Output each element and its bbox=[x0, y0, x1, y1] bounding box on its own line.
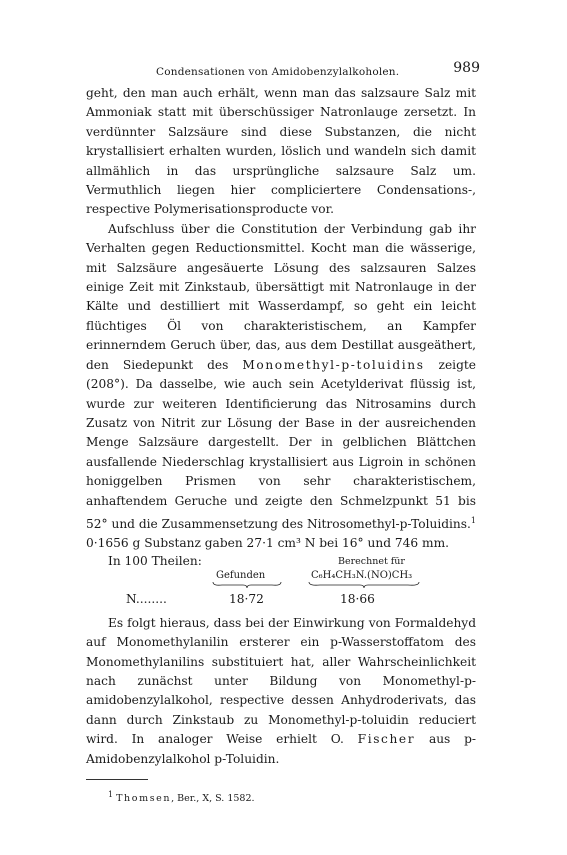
paragraph-2-text-c: zeigte (208°). Da dasselbe, wie auch sein Acetylderivat flüssig ist, wurde zur weiteren Identificierung das Nitrosamins durch Zusatz von Nitrit zur Lösung der Base in der ausreichenden Menge Salzsäure dargestellt. Der in gelblichen Blättchen ausfallende Niederschlag krystallisiert aus Ligroin in schönen honiggelben Prismen von sehr charakteristischem, anhaftendem Geruche und zeigte den Schmelzpunkt 51 bis 52° und die Zusammensetzung des Nitrosomethyl-p-Toluidins. bbox=[86, 357, 476, 531]
analysis-table bbox=[86, 554, 476, 614]
analysis-label: In 100 Theilen: bbox=[108, 553, 202, 568]
found-header: Gefunden bbox=[216, 569, 266, 581]
footnote-rule bbox=[86, 779, 148, 780]
page bbox=[86, 60, 480, 813]
paragraph-3 bbox=[86, 614, 476, 769]
brace-calculated bbox=[308, 582, 420, 588]
calculated-header: Berechnet für bbox=[338, 555, 405, 567]
author-name: Fischer bbox=[357, 732, 416, 747]
compound-name: Monomethyl-p-toluidins bbox=[242, 357, 425, 372]
element-label: N........ bbox=[126, 591, 167, 606]
paragraph-1: geht, den man auch erhält, wenn man das salzsaure Salz mit Ammoniak statt mit überschüssiger Natronlauge zersetzt. In verdünnter Salzsäure sind diese Substanzen, die nicht krystallisiert erhalten wurden, löslich und wandeln sich damit allmählich in das ursprüngliche salzsaure Salz um. Vermuthlich liegen hier compliciertere Condensations-, respective Polymerisationsproducte vor. bbox=[86, 86, 476, 217]
paragraph-3-text-a: Es folgt hieraus, dass bei der Einwirkung von Formaldehyd auf Monomethylanilin ersterer ein p-Wasserstoffatom des Monomethylanilins substituiert hat, aller Wahrscheinlichkeit nach zunächst unter Bildung von Monomethyl-p-amidobenzylalkohol, respective dessen Anhydroderivats, das dann durch Zinkstaub zu Monomethyl-p-toluidin reduciert wird. In analoger Weise erhielt O. bbox=[86, 615, 476, 747]
calculated-value: 18·66 bbox=[340, 591, 375, 606]
measurement-line: 0·1656 g Substanz gaben 27·1 cm³ N bei 16° und 746 mm. bbox=[86, 536, 450, 551]
brace-found bbox=[212, 582, 282, 588]
page-number: 989 bbox=[453, 60, 480, 76]
footnote-ref: 1 bbox=[470, 515, 477, 525]
footnote-reference: , Ber., X, S. 1582. bbox=[171, 792, 255, 804]
formula: C₆H₄CH₃N.(NO)CH₃ bbox=[311, 569, 413, 581]
paragraph-3-text-c: aus p-Amidobenzylalkohol p-Toluidin. bbox=[86, 732, 477, 766]
footnote-number: 1 bbox=[108, 789, 114, 799]
running-header bbox=[86, 60, 480, 84]
running-title: Condensationen von Amidobenzylalkoholen. bbox=[156, 66, 400, 78]
footnote-author: Thomsen bbox=[116, 792, 172, 804]
paragraph-2-text-a: Aufschluss über die Constitution der Verbindung gab ihr Verhalten gegen Reductionsmittel. Kocht man die wässerige, mit Salzsäure angesäuerte Lösung des salzsauren Salzes einige Zeit mit Zinkstaub, übersättigt mit Natronlauge in der Kälte und destilliert mit Wasserdampf, so geht ein leicht flüchtiges Öl von charakteristischem, an Kampfer erinnerndem Geruch über, das, aus dem Destillat ausgeäthert, den Siedepunkt des bbox=[86, 221, 476, 372]
paragraph-2 bbox=[86, 220, 476, 535]
footnote bbox=[108, 790, 476, 804]
found-value: 18·72 bbox=[229, 591, 264, 606]
